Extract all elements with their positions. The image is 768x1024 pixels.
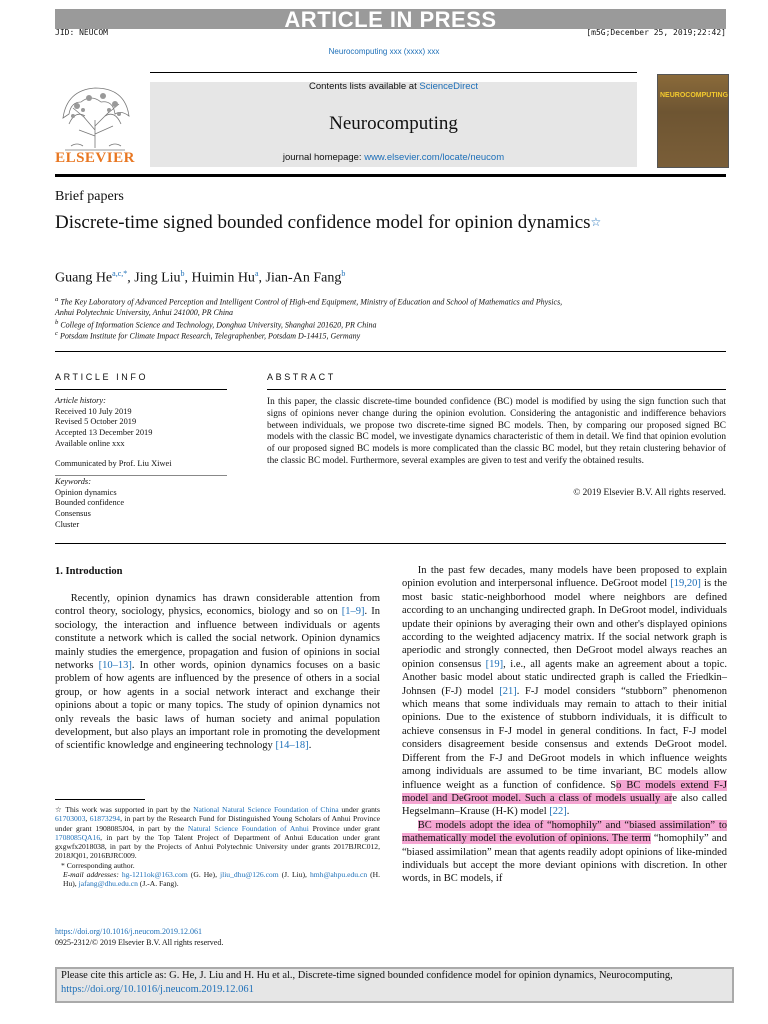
abstract-rule — [267, 389, 726, 390]
funder-link[interactable]: Natural Science Foundation of Anhui — [187, 823, 309, 833]
paragraph-text: , i.e., all agents make an agreement about a topic. Another basic model about static undirected graph is called the Friedkin–Johnsen (F-J) model — [402, 658, 727, 697]
footnote-text: (G. He), — [187, 870, 220, 880]
homepage-line — [150, 152, 637, 163]
article-section: Brief papers — [55, 189, 124, 204]
paragraph-text: “homophily” and “biased assimilation” mean that agents readily adopt opinions of like-minded individuals but accept the more deviant opinions with discretion. In other words, in BC models, if — [402, 833, 727, 885]
footnote-text: under grants — [338, 805, 380, 814]
keyword: Consensus — [55, 509, 91, 519]
corresponding-author-note: * Corresponding author. — [61, 860, 135, 870]
author-list: Guang $He^{a,c,*}$, Jing Liu$^b$, Huimin Hu$^a$, Jian-An Fang$^b$ — [55, 269, 346, 286]
history-item: Received 10 July 2019 — [55, 406, 132, 416]
keywords-rule — [55, 475, 227, 476]
keyword: Bounded confidence — [55, 498, 125, 508]
author-name: Jian-An Fang — [265, 270, 342, 286]
paragraph-text: In the past few decades, many models have been proposed to explain opinion evolution and interpersonal influence. DeGroot model — [402, 565, 727, 590]
affiliation-line: The Key Laboratory of Advanced Perception and Intelligent Control of High-end Equipment, Ministry of Education and School of Mathematics and Physics, — [60, 297, 563, 307]
history-item: Accepted 13 December 2019 — [55, 428, 153, 438]
footnote-text: Province under grant — [308, 823, 380, 833]
grant-link[interactable]: 61873294 — [89, 814, 121, 824]
author-affiliation-mark[interactable]: b — [180, 269, 185, 278]
affiliation-c — [55, 329, 695, 342]
citation-link[interactable]: [19,20] — [670, 578, 701, 590]
email-link[interactable]: hg-1211ok@163.com — [121, 870, 188, 880]
footnote-text: (J.-A. Fang). — [137, 879, 179, 889]
footnote-text: (J. Liu), — [278, 870, 307, 880]
citation-doi-link[interactable]: https://doi.org/10.1016/j.neucom.2019.12.061 — [61, 984, 254, 995]
email-link[interactable]: jafang@dhu.edu.cn — [78, 879, 138, 889]
affiliation-a — [55, 295, 695, 318]
paragraph-text: . F-J model considers “stubborn” phenomenon which means that some individuals may remain to attach to their initial opinions. Due to the existence of stubborn individuals, it is difficult to achieve consensus in F-J model in general conditions. In fact, F-J model considers disagreement beside consensus and extends DeGroot model. Different from the F-J and DeGroot models in which influence weights among individuals are assumed to be time invariant, BC models allow influence weight as a function of confidence. S — [402, 685, 727, 791]
highlighted-text: o BC models extend F-J model and DeGroot model. Such a class of models usually ar — [402, 779, 727, 804]
keyword: Opinion dynamics — [55, 487, 117, 497]
paragraph-text: . — [308, 740, 312, 752]
journal-name: Neurocomputing — [329, 113, 458, 134]
intro-column-left — [55, 592, 380, 753]
affiliation-mark: a — [55, 296, 59, 303]
abstract-heading: ABSTRACT — [267, 372, 336, 382]
issn-line: 0925-2312/© 2019 Elsevier B.V. All rights reserved. — [55, 938, 224, 947]
homepage-link[interactable]: www.elsevier.com/locate/neucom — [364, 152, 505, 163]
paragraph-text: . In other words, opinion dynamics focuses on a basic problem of how agents are influenced by the presence of others in a social group, or how agents in a social network interact and exchange their opinions about a topic or many topics. The study of opinion dynamics not only reveals the basic laws of human society and animal population development, but also plays an important role in promoting the development of scientific knowledge and engineering technology — [55, 660, 380, 752]
footnote-text: (H. Hu), — [63, 870, 381, 889]
header-top-rule — [150, 72, 637, 73]
header-bottom-rule — [55, 174, 726, 177]
footnotes — [55, 805, 380, 889]
article-info-rule — [55, 389, 227, 390]
email-link[interactable]: hmh@ahpu.edu.cn — [309, 870, 368, 880]
affiliation-line: Anhui Polytechnic University, Anhui 241000, PR China — [55, 307, 234, 317]
article-history — [55, 396, 235, 450]
funding-footnote: ☆ This work was supported in part by the National Natural Science Foundation of China under grants 61703003, 61873294, in part by the Research Fund for Distinguished Young Scholars of Anhui Province under grant 1908085J04, in part by the Natural Science Foundation of Anhui Province under grant 1708085QA16, in part by the Top Talent Project of Department of Anhui Education under grant gxgwfx2018038, in part by the Projects of Anhui Polytechnic University under grants 2017BJRC012, 2018JQ01, 2016BJRC009. — [55, 805, 381, 861]
citation-link[interactable]: [1–9] — [341, 606, 365, 618]
citation-box — [55, 967, 734, 1003]
author-name: Huimin Hu — [191, 270, 255, 286]
history-item: Available online xxx — [55, 438, 125, 448]
author-affiliation-mark[interactable]: a — [254, 269, 259, 278]
history-item: Revised 5 October 2019 — [55, 417, 137, 427]
author-affiliation-mark[interactable]: b — [341, 269, 346, 278]
keywords-block — [55, 477, 235, 531]
homepage-prefix: journal homepage: — [282, 152, 365, 163]
author-affiliation-mark[interactable]: a,c,* — [112, 269, 128, 278]
footnote-text: Corresponding author. — [66, 860, 135, 870]
citation-link[interactable]: [21] — [499, 685, 517, 697]
front-matter-rule — [55, 351, 726, 352]
author-name: Jing Liu — [134, 270, 181, 286]
keyword: Cluster — [55, 519, 80, 529]
article-in-press-banner: ARTICLE IN PRESS — [55, 9, 726, 29]
paragraph-text: e also called Hegselmann–Krause (H-K) model — [402, 792, 727, 818]
paragraph-text: Recently, opinion dynamics has drawn considerable attention from control theory, sociology, physics, economics, biology and so on — [55, 593, 380, 618]
citation-link[interactable]: [19] — [485, 658, 504, 670]
footnote-text: , in part by the Research Fund for Distinguished Young Scholars of Anhui Province under grant 1908085J04, in part by the — [55, 814, 381, 833]
article-title-text: Discrete-time signed bounded confidence model for opinion dynamics — [55, 212, 591, 233]
article-title — [55, 211, 615, 234]
cover-title: NEUROCOMPUTING — [660, 92, 729, 99]
keywords-label: Keywords: — [55, 477, 91, 486]
intro-paragraph-2 — [402, 564, 727, 819]
intro-paragraph-1 — [55, 592, 380, 753]
affiliation-line: Potsdam Institute for Climate Impact Research, Telegraphenber, Potsdam D-14415, Germany — [59, 331, 361, 341]
abstract-bottom-rule — [55, 543, 726, 544]
citation-link[interactable]: [10–13] — [98, 660, 132, 672]
author-name: Guang He — [55, 270, 113, 286]
footnote-rule — [55, 799, 145, 800]
introduction-heading: 1. Introduction — [55, 566, 123, 577]
footnote-text: This work was supported in part by the — [65, 805, 194, 814]
funder-link[interactable]: National Natural Science Foundation of China — [193, 805, 339, 814]
footnote-text: , in part by the Top Talent Project of Department of Anhui Education under grant gxgwfx2018038, in part by the Projects of Anhui Polytechnic University under grants 2017BJRC012, 2018JQ01, 2016BJRC009. — [55, 832, 380, 861]
abstract-copyright: © 2019 Elsevier B.V. All rights reserved. — [573, 488, 726, 498]
citation-link[interactable]: [14–18] — [275, 740, 309, 752]
journal-id: JID: NEUCOM — [55, 28, 108, 37]
grant-link[interactable]: 61703003 — [55, 814, 86, 824]
footnote-text: , — [85, 814, 90, 824]
journal-cover-image — [657, 74, 729, 168]
communicated-by: Communicated by Prof. Liu Xiwei — [55, 459, 172, 468]
doi-link[interactable]: https://doi.org/10.1016/j.neucom.2019.12.061 — [55, 927, 202, 936]
citation-text: Please cite this article as: G. He, J. Liu and H. Hu et al., Discrete-time signed bounded confidence model for opinion dynamics, Neurocomputing, — [61, 970, 673, 981]
history-label: Article history: — [55, 396, 106, 405]
affiliation-mark: c — [55, 330, 58, 337]
citation-link[interactable]: [22] — [549, 806, 567, 818]
publisher-wordmark: ELSEVIER — [55, 150, 135, 166]
highlighted-text: BC models adopt the idea of “homophily” and “biased assimilation” to mathematically model the evolution of opinions. The term — [402, 819, 727, 845]
affiliation-mark: b — [55, 319, 59, 326]
email-label: E-mail addresses: — [63, 870, 119, 880]
paragraph-text: is the most basic static-neighborhood model where neighbors are defined according to an unchanging undirected graph. In DeGroot model, individuals update their opinions by averaging their own and other's displayed opinions according to the weighted adjacency matrix. If the social network graph is aperiodic and strongly connected, then DeGroot model always reaches an opinion consensus — [402, 578, 727, 670]
affiliation-line: College of Information Science and Technology, Donghua University, Shanghai 201620, PR China — [60, 320, 377, 330]
paragraph-text: . — [566, 806, 570, 818]
contents-line — [150, 81, 637, 92]
abstract-text: In this paper, the classic discrete-time bounded confidence (BC) model is modified by using the sign function such that signs of opinions never change during the opinion evolution. Considering the antagonistic and indifference behaviors between individuals, we propose two discrete-time signed BC models. Then, by comparing our proposed signed BC models with the classic BC model, we investigate dynamics characteristic of them in detail. We find that opinion evolution of our proposed signed BC models is more complicated than the classic BC model, but they retain clustering behavior of the classic BC model. Furthermore, several examples are given to test and verify the obtained results. — [267, 397, 726, 466]
doi-block — [55, 926, 223, 948]
email-footnote — [55, 870, 380, 889]
article-info-heading: ARTICLE INFO — [55, 372, 149, 382]
title-footnote-star[interactable]: ☆ — [590, 215, 602, 229]
production-stamp: [m5G;December 25, 2019;22:42] — [586, 28, 726, 37]
paragraph-text: . In sociology, the interaction and influence between individuals or agents constitute a network which is called the social network. Opinion dynamics mainly studies the emergence, propagation and fusion of opinions in social networks — [55, 606, 380, 672]
intro-column-right — [402, 564, 727, 886]
email-link[interactable]: jliu_dhu@126.com — [219, 870, 279, 880]
journal-reference[interactable]: Neurocomputing xxx (xxxx) xxx — [328, 47, 440, 56]
intro-paragraph-3 — [402, 819, 727, 886]
grant-link[interactable]: 1708085QA16 — [55, 832, 101, 842]
sciencedirect-link[interactable]: ScienceDirect — [419, 81, 478, 92]
contents-prefix: Contents lists available at — [309, 81, 420, 92]
